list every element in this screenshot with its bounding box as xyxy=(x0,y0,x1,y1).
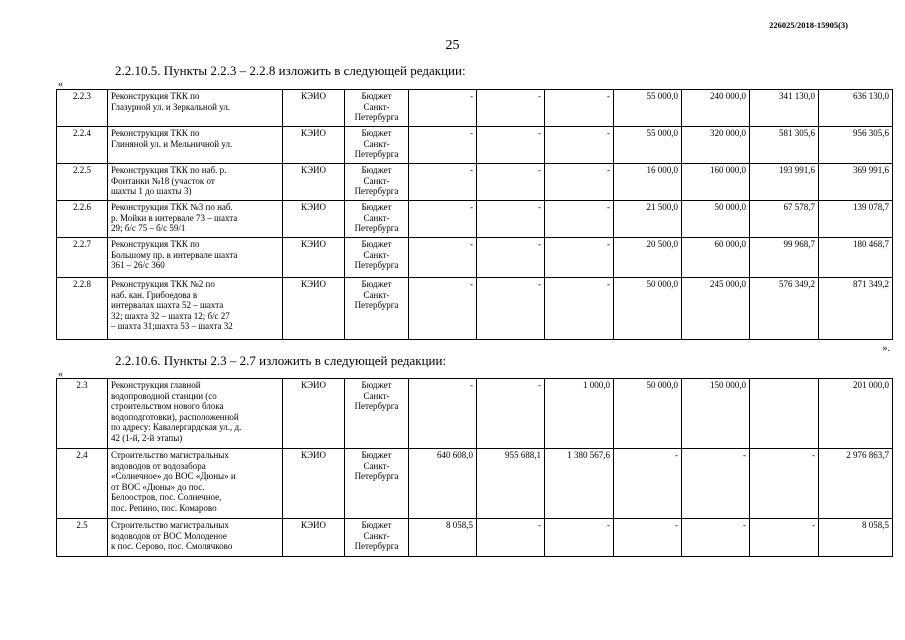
item-name-line: Реконструкция ТКК по xyxy=(111,128,200,138)
amount-cell: 50 000,0 xyxy=(682,201,750,238)
funding-source-line: Санкт- xyxy=(363,212,390,223)
amount-cell: - xyxy=(545,127,614,164)
amount-cell: 139 078,7 xyxy=(819,201,893,238)
funding-source xyxy=(345,127,409,164)
amount-cell: - xyxy=(477,164,545,201)
item-name-line: 361 – 26/с 360 xyxy=(111,260,165,270)
funding-source-line: Санкт- xyxy=(363,175,390,186)
amount-cell: 55 000,0 xyxy=(614,90,682,127)
amount-cell: 201 000,0 xyxy=(819,379,893,449)
item-name xyxy=(108,238,283,278)
amount-cell: - xyxy=(409,238,477,278)
item-name xyxy=(108,449,283,519)
amount-cell: 160 000,0 xyxy=(682,164,750,201)
amount-cell: 2 976 863,7 xyxy=(819,449,893,519)
funding-source-line: Петербурга xyxy=(354,300,399,310)
item-name-line: Реконструкция ТКК по наб. р. xyxy=(111,165,227,175)
table-row xyxy=(57,201,893,238)
responsible-org: КЭИО xyxy=(283,90,345,127)
amount-cell: 240 000,0 xyxy=(682,90,750,127)
item-name xyxy=(108,278,283,340)
funding-source-line: Санкт- xyxy=(363,390,390,401)
item-number: 2.5 xyxy=(57,519,108,557)
funding-source-line: Бюджет xyxy=(361,520,392,530)
amount-cell: - xyxy=(545,238,614,278)
item-number: 2.2.7 xyxy=(57,238,108,278)
funding-source-line: Бюджет xyxy=(361,91,392,101)
item-name-line: водоводов от ВОС Молоденое xyxy=(111,530,227,541)
responsible-org: КЭИО xyxy=(283,278,345,340)
responsible-org: КЭИО xyxy=(283,201,345,238)
item-name-line: шахты 1 до шахты 3) xyxy=(111,186,192,196)
funding-source-line: Петербурга xyxy=(354,112,399,122)
amount-cell: - xyxy=(477,90,545,127)
item-name-line: Реконструкция ТКК по xyxy=(111,239,200,249)
amount-cell: - xyxy=(409,164,477,201)
funding-source xyxy=(345,449,409,519)
amount-cell: 320 000,0 xyxy=(682,127,750,164)
item-name xyxy=(108,90,283,127)
amount-cell: - xyxy=(477,238,545,278)
item-name-line: Реконструкция ТКК №2 по xyxy=(111,279,215,289)
funding-source-line: Бюджет xyxy=(361,450,392,460)
item-name-line: Строительство магистральных xyxy=(111,520,229,530)
amount-cell: 245 000,0 xyxy=(682,278,750,340)
funding-source-line: Петербурга xyxy=(354,541,399,551)
amount-cell: 1 380 567,6 xyxy=(545,449,614,519)
item-name xyxy=(108,164,283,201)
responsible-org: КЭИО xyxy=(283,238,345,278)
amount-cell: - xyxy=(545,90,614,127)
item-name-line: пос. Репино, пос. Комарово xyxy=(111,502,217,513)
funding-source-line: Петербурга xyxy=(354,149,399,159)
item-number: 2.2.4 xyxy=(57,127,108,164)
item-name-line: по адресу: Кавалергардская ул., д. xyxy=(111,422,242,432)
section1-table xyxy=(56,89,893,340)
table-row xyxy=(57,519,893,557)
amount-cell: - xyxy=(750,449,819,519)
amount-cell: 50 000,0 xyxy=(614,379,682,449)
item-name xyxy=(108,201,283,238)
item-name-line: Реконструкция ТКК по xyxy=(111,91,200,101)
section1-heading: 2.2.10.5. Пункты 2.2.3 – 2.2.8 изложить в следующей редакции: xyxy=(115,63,466,78)
item-name-line: Большому пр. в интервале шахта xyxy=(111,249,238,260)
amount-cell: - xyxy=(409,201,477,238)
responsible-org: КЭИО xyxy=(283,379,345,449)
item-name-line: «Солнечное» до ВОС «Дюны» и xyxy=(111,471,236,481)
item-name xyxy=(108,127,283,164)
amount-cell: 871 349,2 xyxy=(819,278,893,340)
amount-cell: - xyxy=(409,90,477,127)
funding-source xyxy=(345,278,409,340)
section2-open-quote: « xyxy=(58,369,63,380)
funding-source-line: Санкт- xyxy=(363,530,390,541)
page-number: 25 xyxy=(445,38,460,53)
item-number: 2.3 xyxy=(57,379,108,449)
funding-source-line: Петербурга xyxy=(354,401,399,411)
section2-table xyxy=(56,378,893,557)
item-name-line: от ВОС «Дюны» до пос. xyxy=(111,481,205,492)
item-name-line: Глиняной ул. и Мельничной ул. xyxy=(111,138,233,149)
funding-source-line: Бюджет xyxy=(361,128,392,138)
table-row xyxy=(57,127,893,164)
table-row xyxy=(57,164,893,201)
item-name-line: Строительство магистральных xyxy=(111,450,229,460)
section1-open-quote: « xyxy=(58,79,63,90)
item-name-line: строительством нового блока xyxy=(111,401,224,411)
item-name-line: 29; б/с 75 – б/с 59/1 xyxy=(111,223,186,233)
amount-cell: 21 500,0 xyxy=(614,201,682,238)
amount-cell: - xyxy=(750,519,819,557)
item-name xyxy=(108,519,283,557)
amount-cell: - xyxy=(545,519,614,557)
table-row xyxy=(57,278,893,340)
item-name-line: 32; шахта 32 – шахта 12; б/с 27 xyxy=(111,310,230,321)
item-name-line: интервалах шахта 52 – шахта xyxy=(111,300,224,310)
amount-cell: 99 968,7 xyxy=(750,238,819,278)
item-name-line: наб. кан. Грибоедова в xyxy=(111,289,198,300)
responsible-org: КЭИО xyxy=(283,449,345,519)
item-number: 2.4 xyxy=(57,449,108,519)
amount-cell: 50 000,0 xyxy=(614,278,682,340)
amount-cell: 581 305,6 xyxy=(750,127,819,164)
amount-cell: - xyxy=(614,519,682,557)
amount-cell: - xyxy=(477,201,545,238)
item-name-line: Фонтанки №18 (участок от xyxy=(111,175,215,186)
table-row xyxy=(57,90,893,127)
funding-source xyxy=(345,164,409,201)
amount-cell: - xyxy=(545,164,614,201)
funding-source xyxy=(345,201,409,238)
amount-cell: - xyxy=(682,519,750,557)
amount-cell: - xyxy=(614,449,682,519)
amount-cell: 20 500,0 xyxy=(614,238,682,278)
amount-cell: 193 991,6 xyxy=(750,164,819,201)
responsible-org: КЭИО xyxy=(283,164,345,201)
amount-cell: 1 000,0 xyxy=(545,379,614,449)
amount-cell: 16 000,0 xyxy=(614,164,682,201)
item-name-line: водоподготовки), расположенной xyxy=(111,411,239,422)
amount-cell: - xyxy=(409,379,477,449)
funding-source-line: Санкт- xyxy=(363,249,390,260)
amount-cell: 55 000,0 xyxy=(614,127,682,164)
item-name xyxy=(108,379,283,449)
funding-source-line: Бюджет xyxy=(361,165,392,175)
funding-source-line: Бюджет xyxy=(361,279,392,289)
funding-source-line: Бюджет xyxy=(361,202,392,212)
amount-cell: - xyxy=(409,278,477,340)
amount-cell: 369 991,6 xyxy=(819,164,893,201)
responsible-org: КЭИО xyxy=(283,519,345,557)
amount-cell: 955 688,1 xyxy=(477,449,545,519)
item-number: 2.2.5 xyxy=(57,164,108,201)
funding-source-line: Санкт- xyxy=(363,460,390,471)
amount-cell: 640 608,0 xyxy=(409,449,477,519)
funding-source xyxy=(345,519,409,557)
amount-cell: - xyxy=(682,449,750,519)
table-row xyxy=(57,379,893,449)
responsible-org: КЭИО xyxy=(283,127,345,164)
amount-cell: 150 000,0 xyxy=(682,379,750,449)
amount-cell: - xyxy=(477,278,545,340)
amount-cell: 576 349,2 xyxy=(750,278,819,340)
amount-cell: - xyxy=(477,379,545,449)
funding-source-line: Санкт- xyxy=(363,101,390,112)
funding-source-line: Санкт- xyxy=(363,138,390,149)
item-number: 2.2.3 xyxy=(57,90,108,127)
funding-source-line: Петербурга xyxy=(354,186,399,196)
item-number: 2.2.6 xyxy=(57,201,108,238)
amount-cell: 956 305,6 xyxy=(819,127,893,164)
funding-source-line: Бюджет xyxy=(361,239,392,249)
funding-source-line: Бюджет xyxy=(361,380,392,390)
amount-cell: 341 130,0 xyxy=(750,90,819,127)
amount-cell: 8 058,5 xyxy=(409,519,477,557)
item-name-line: Глазурной ул. и Зеркальной ул. xyxy=(111,101,231,112)
table-row xyxy=(57,449,893,519)
amount-cell: 636 130,0 xyxy=(819,90,893,127)
amount-cell: - xyxy=(477,127,545,164)
amount-cell: 180 468,7 xyxy=(819,238,893,278)
funding-source-line: Петербурга xyxy=(354,223,399,233)
funding-source xyxy=(345,90,409,127)
table-row xyxy=(57,238,893,278)
amount-cell: - xyxy=(477,519,545,557)
section2-heading: 2.2.10.6. Пункты 2.3 – 2.7 изложить в следующей редакции: xyxy=(115,353,447,368)
funding-source-line: Петербурга xyxy=(354,471,399,481)
section1-close-quote: ». xyxy=(882,343,890,354)
item-name-line: Реконструкция ТКК №3 по наб. xyxy=(111,202,233,212)
amount-cell: - xyxy=(409,127,477,164)
item-name-line: Реконструкция главной xyxy=(111,380,201,390)
amount-cell: - xyxy=(545,201,614,238)
funding-source xyxy=(345,379,409,449)
funding-source xyxy=(345,238,409,278)
amount-cell: 8 058,5 xyxy=(819,519,893,557)
item-name-line: водоводов от водозабора xyxy=(111,460,206,471)
document-id: 226025/2018-15905(3) xyxy=(769,20,848,30)
item-number: 2.2.8 xyxy=(57,278,108,340)
amount-cell: - xyxy=(545,278,614,340)
funding-source-line: Санкт- xyxy=(363,289,390,300)
item-name-line: 42 (1-й, 2-й этапы) xyxy=(111,432,183,443)
amount-cell: 60 000,0 xyxy=(682,238,750,278)
amount-cell: 67 578,7 xyxy=(750,201,819,238)
amount-cell xyxy=(750,379,819,449)
item-name-line: р. Мойки в интервале 73 – шахта xyxy=(111,212,238,223)
item-name-line: водопроводной станции (со xyxy=(111,390,217,401)
item-name-line: Белоостров, пос. Солнечное, xyxy=(111,492,222,502)
item-name-line: к пос. Серово, пос. Смолячково xyxy=(111,541,233,551)
item-name-line: – шахта 31;шахта 53 – шахта 32 xyxy=(111,321,233,331)
funding-source-line: Петербурга xyxy=(354,260,399,270)
